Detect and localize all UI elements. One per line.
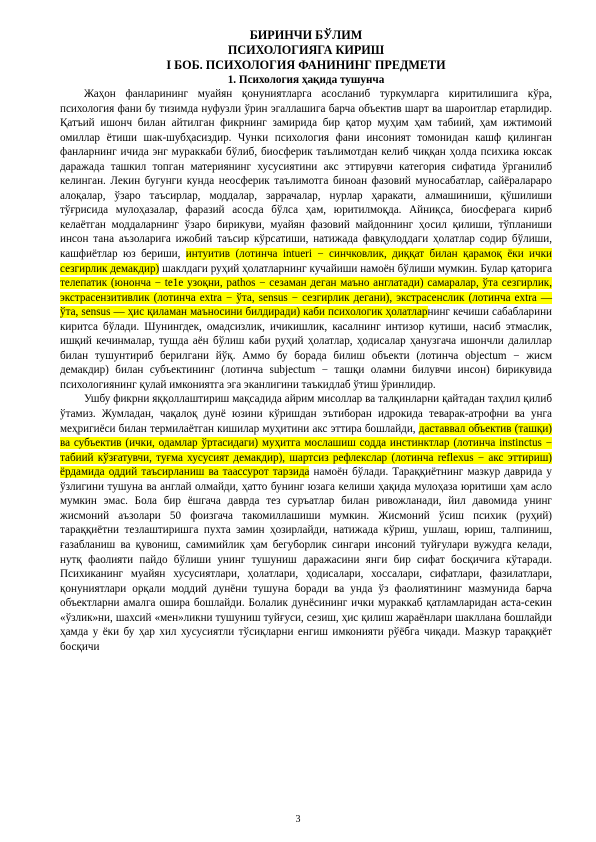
paragraph-1 bbox=[60, 87, 552, 392]
section-title: БИРИНЧИ БЎЛИМ bbox=[249, 28, 363, 42]
chapter-title: I БОБ. ПСИХОЛОГИЯ ФАНИНИНГ ПРЕДМЕТИ bbox=[166, 58, 446, 72]
document-page bbox=[60, 24, 552, 654]
page-number: 3 bbox=[295, 814, 301, 825]
highlighted-text: даставвал объектив (ташқи) ва субъектив (ички, одамлар ўртасидаги) муҳитга мослашиш содда инстинктлар (лотинча instinctus − табиий кўзғатувчи, туғма хусусият демакдир), шартсиз рефлекслар (лотинча reflexus − акс эттириш) ёрдамида оддий таъсирланиш ва таассурот тарзида bbox=[60, 422, 552, 479]
paragraph-2-text: намоён бўлади. Тараққиётнинг мазкур даврида у ўзлигини тушуна ва англай олмайди, ҳатто бунинг юзага келиши ҳақида мулоҳаза юритиши ҳам асло мумкин эмас. Бола бир ёшгача даврда тез суръатлар билан ривожланади, йил давомида унинг жисмоний аъзолари 50 фоизгача такомиллашиши мумкин. Жисмоний ўсиш психик (руҳий) тараққиётни тезлаштиришга пухта замин ҳозирлайди, натижада кўриш, ушлаш, юриш, талпиниш, ғазабланиш ва қувониш, самимийлик ҳам бегуборлик сингари инсоний туйғулари вужудга келади, нутқ фаолияти пайдо бўлиши унинг тушуниш даражасини янги бир сифат босқичига кўтаради. Психиканинг муайян хусусиятлари, ҳолатлари, ҳодисалари, хоссалари, сифатлари, фазилатлари, қонуниятлари орқали моддий дунёни тушуна боради ва унда ўз фаолиятининг мазмунида барча объектларни амалга ошира бошлайди. Болалик дунёсининг ички мураккаб қатламларидан аста-секин «ўзлик»ни, шахсий «мен»ликни тушуниш туйғуси, сезиш, ҳис қилиш жараёнлари шакллана бошлайди ҳамда у ёки бу ҳар хил хусусиятли тўсиқларни енгиш имконияти рўёбга чиқади. Мазкур тараққиёт босқичи bbox=[60, 466, 552, 653]
paragraph-1-text: шаклдаги руҳий ҳолатларнинг кучайиши намоён бўлиши мумкин. Булар қаторига bbox=[159, 262, 553, 275]
paragraph-2-text: Ушбу фикрни яққоллаштириш мақсадида айрим мисоллар ва талқинларни қайтадан таҳлил қилиб ўтамиз. Жумладан, чақалоқ дунё юзини кўришдан эътиборан идрокида теварак-атрофни ва унга меҳригиёси билан термилаётган кишилар муҳитини акс эттира бошлайди, bbox=[60, 393, 552, 435]
subsection-title: 1. Психология ҳақида тушунча bbox=[227, 74, 385, 86]
paragraph-2 bbox=[60, 392, 552, 654]
highlighted-text: телепатик (юнонча − te1e узоқни, pathos − сезаман деган маъно англатади) самаралар, ўта сезгирлик, экстрасензитивлик (лотинча extra − ўта, sensus − сезгирлик дегани), экстрасенслик (лотинча extra — ўта, sensus — ҳис қиламан маъносини билдиради) каби психологик ҳолатлар bbox=[60, 277, 552, 319]
paragraph-1-text: Жаҳон фанларининг муайян қонуниятларга асосланиб туркумларга киритилишига кўра, психология фани бу тизимда нуфузли ўрин эгаллашига барча объектив шарт ва шароитлар етарлидир. Қатъий ишонч билан айтилган фикрнинг замирида бир қатор муҳим ҳам табиий, ҳам ижтимоий омиллар ётиши шак-шубҳасиздир. Чунки психология фани инсоният томонидан кашф қилинган фанларнинг ичида энг мураккаби бўлиб, биосферик таълимотдан келиб чиққан ҳолда психика юксак даражада ташкил топган материянинг хусусиятини акс эттирувчи категория сифатида ўрганилиб келинган. Лекин бугунги кунда неосферик таълимотга биноан фазовий муносабатлар, сайёралараро алоқалар, ўзаро таъсирлар, моддалар, заррачалар, нурлар ҳаракати, алмашиниши, қўшилиши тўғрисида мулоҳазалар, фаразий асосда бўлса ҳам, юритилмоқда. Айниқса, биосферага кириб келаётган моддаларнинг ўзаро бирикуви, муайян фазовий майдоннинг ҳосил қилиши, тўпланиши инсон тана аъзоларига ижобий таъсир кўрсатиши, натижада фавқулоддаги ҳолатлар содир бўлиши, кашфиётлар юз бериши, bbox=[60, 88, 552, 261]
highlighted-text: интуитив (лотинча intueri − синчковлик, диққат билан қарамоқ ёки ички сезгирлик демакдир) bbox=[60, 248, 552, 275]
part-title: ПСИХОЛОГИЯГА КИРИШ bbox=[227, 43, 385, 57]
paragraph-1-text: нинг кечиши сабабларини киритса бўлади. Шунингдек, омадсизлик, ичикишлик, касалнинг интизор кутиши, насиб этмаслик, ишқий кечинмалар, тушда аён бўлиш каби руҳий ҳолатлар, ҳодисалар ҳанузгача ишончли далиллар билан тушунтириб берилгани йўқ. Аммо бу борада билиш объекти (лотинча objectum − жисм демакдир) билан субъектининг (лотинча subjectum − ташқи оламни билувчи инсон) бирикувида психологиянинг қулай имкониятга эга эканлигини таъкидлаб ўтиш ўринлидир. bbox=[60, 306, 552, 391]
